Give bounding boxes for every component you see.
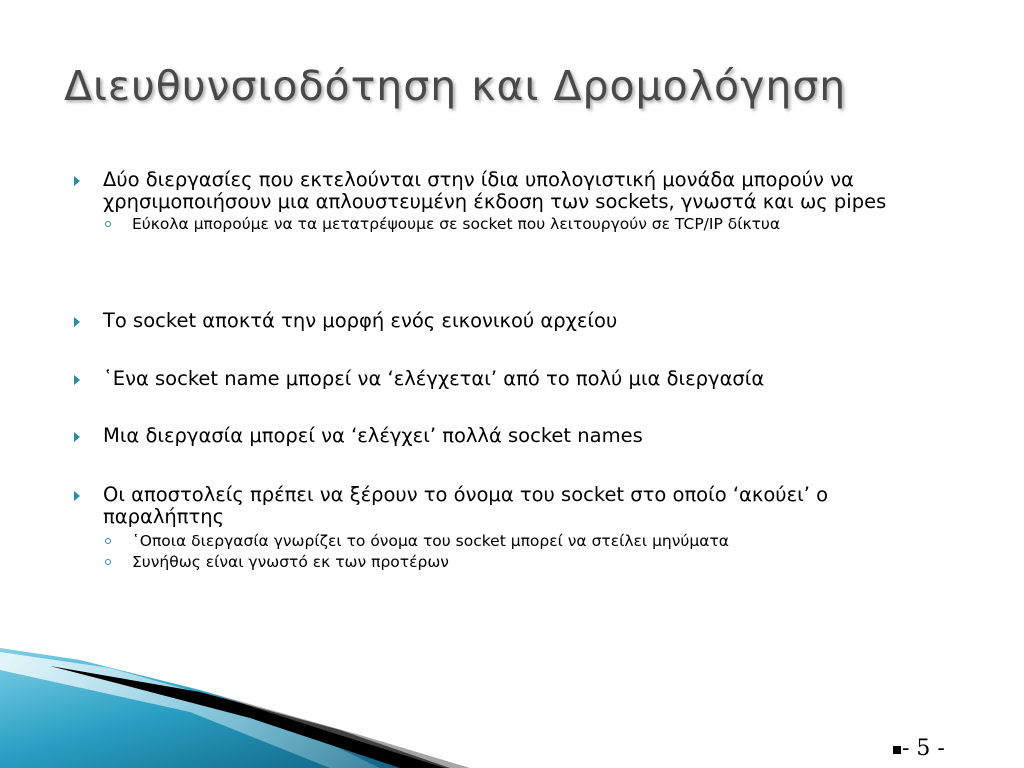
triangle-right-icon — [74, 432, 80, 442]
hollow-circle-icon — [105, 221, 111, 227]
bullet-text: Μια διεργασία μπορεί να ‘ελέγχει’ πολλά socket names — [103, 424, 643, 447]
bullet-text: ῾Ενα socket name μπορεί να ‘ελέγχεται’ από το πολύ μια διεργασία — [103, 367, 765, 390]
sub-bullet-item — [105, 215, 954, 234]
hollow-circle-icon — [105, 538, 111, 544]
triangle-right-icon — [74, 176, 80, 186]
bullet-text: Δύο διεργασίες που εκτελούνται στην ίδια υπολογιστική μονάδα μπορούν να χρησιμοποιήσουν μια απλουστευμένη έκδοση των sockets, γνωστά και ως pipes — [103, 168, 887, 213]
sub-bullet-item — [105, 553, 954, 572]
bullet-item-1 — [74, 169, 954, 234]
triangle-right-icon — [74, 317, 80, 327]
bullet-item-4 — [74, 425, 954, 447]
page-number-text: - 5 - — [902, 736, 945, 761]
sub-bullet-text: Εύκολα μπορούμε να τα μετατρέψουμε σε socket που λειτουργούν σε TCP/IP δίκτυα — [132, 215, 781, 233]
slide-title: Διευθυνσιοδότηση και Δρομολόγηση — [64, 62, 847, 110]
bullet-item-5 — [74, 484, 954, 572]
triangle-right-icon — [74, 491, 80, 501]
sub-bullet-text: ῾Οποια διεργασία γνωρίζει το όνομα του socket μπορεί να στείλει μηνύματα — [132, 532, 730, 550]
bullet-text: Οι αποστολείς πρέπει να ξέρουν το όνομα του socket στο οποίο ‘ακούει’ ο παραλήπτης — [103, 483, 829, 528]
hollow-circle-icon — [105, 559, 111, 565]
black-square-icon — [893, 746, 901, 754]
triangle-right-icon — [74, 375, 80, 385]
page-number — [893, 736, 945, 761]
bullet-text: Το socket αποκτά την μορφή ενός εικονικού αρχείου — [103, 309, 618, 332]
bullet-item-2 — [74, 310, 954, 332]
bullet-item-3 — [74, 368, 954, 390]
sub-bullet-text: Συνήθως είναι γνωστό εκ των προτέρων — [132, 553, 449, 571]
sub-bullet-item — [105, 532, 954, 551]
